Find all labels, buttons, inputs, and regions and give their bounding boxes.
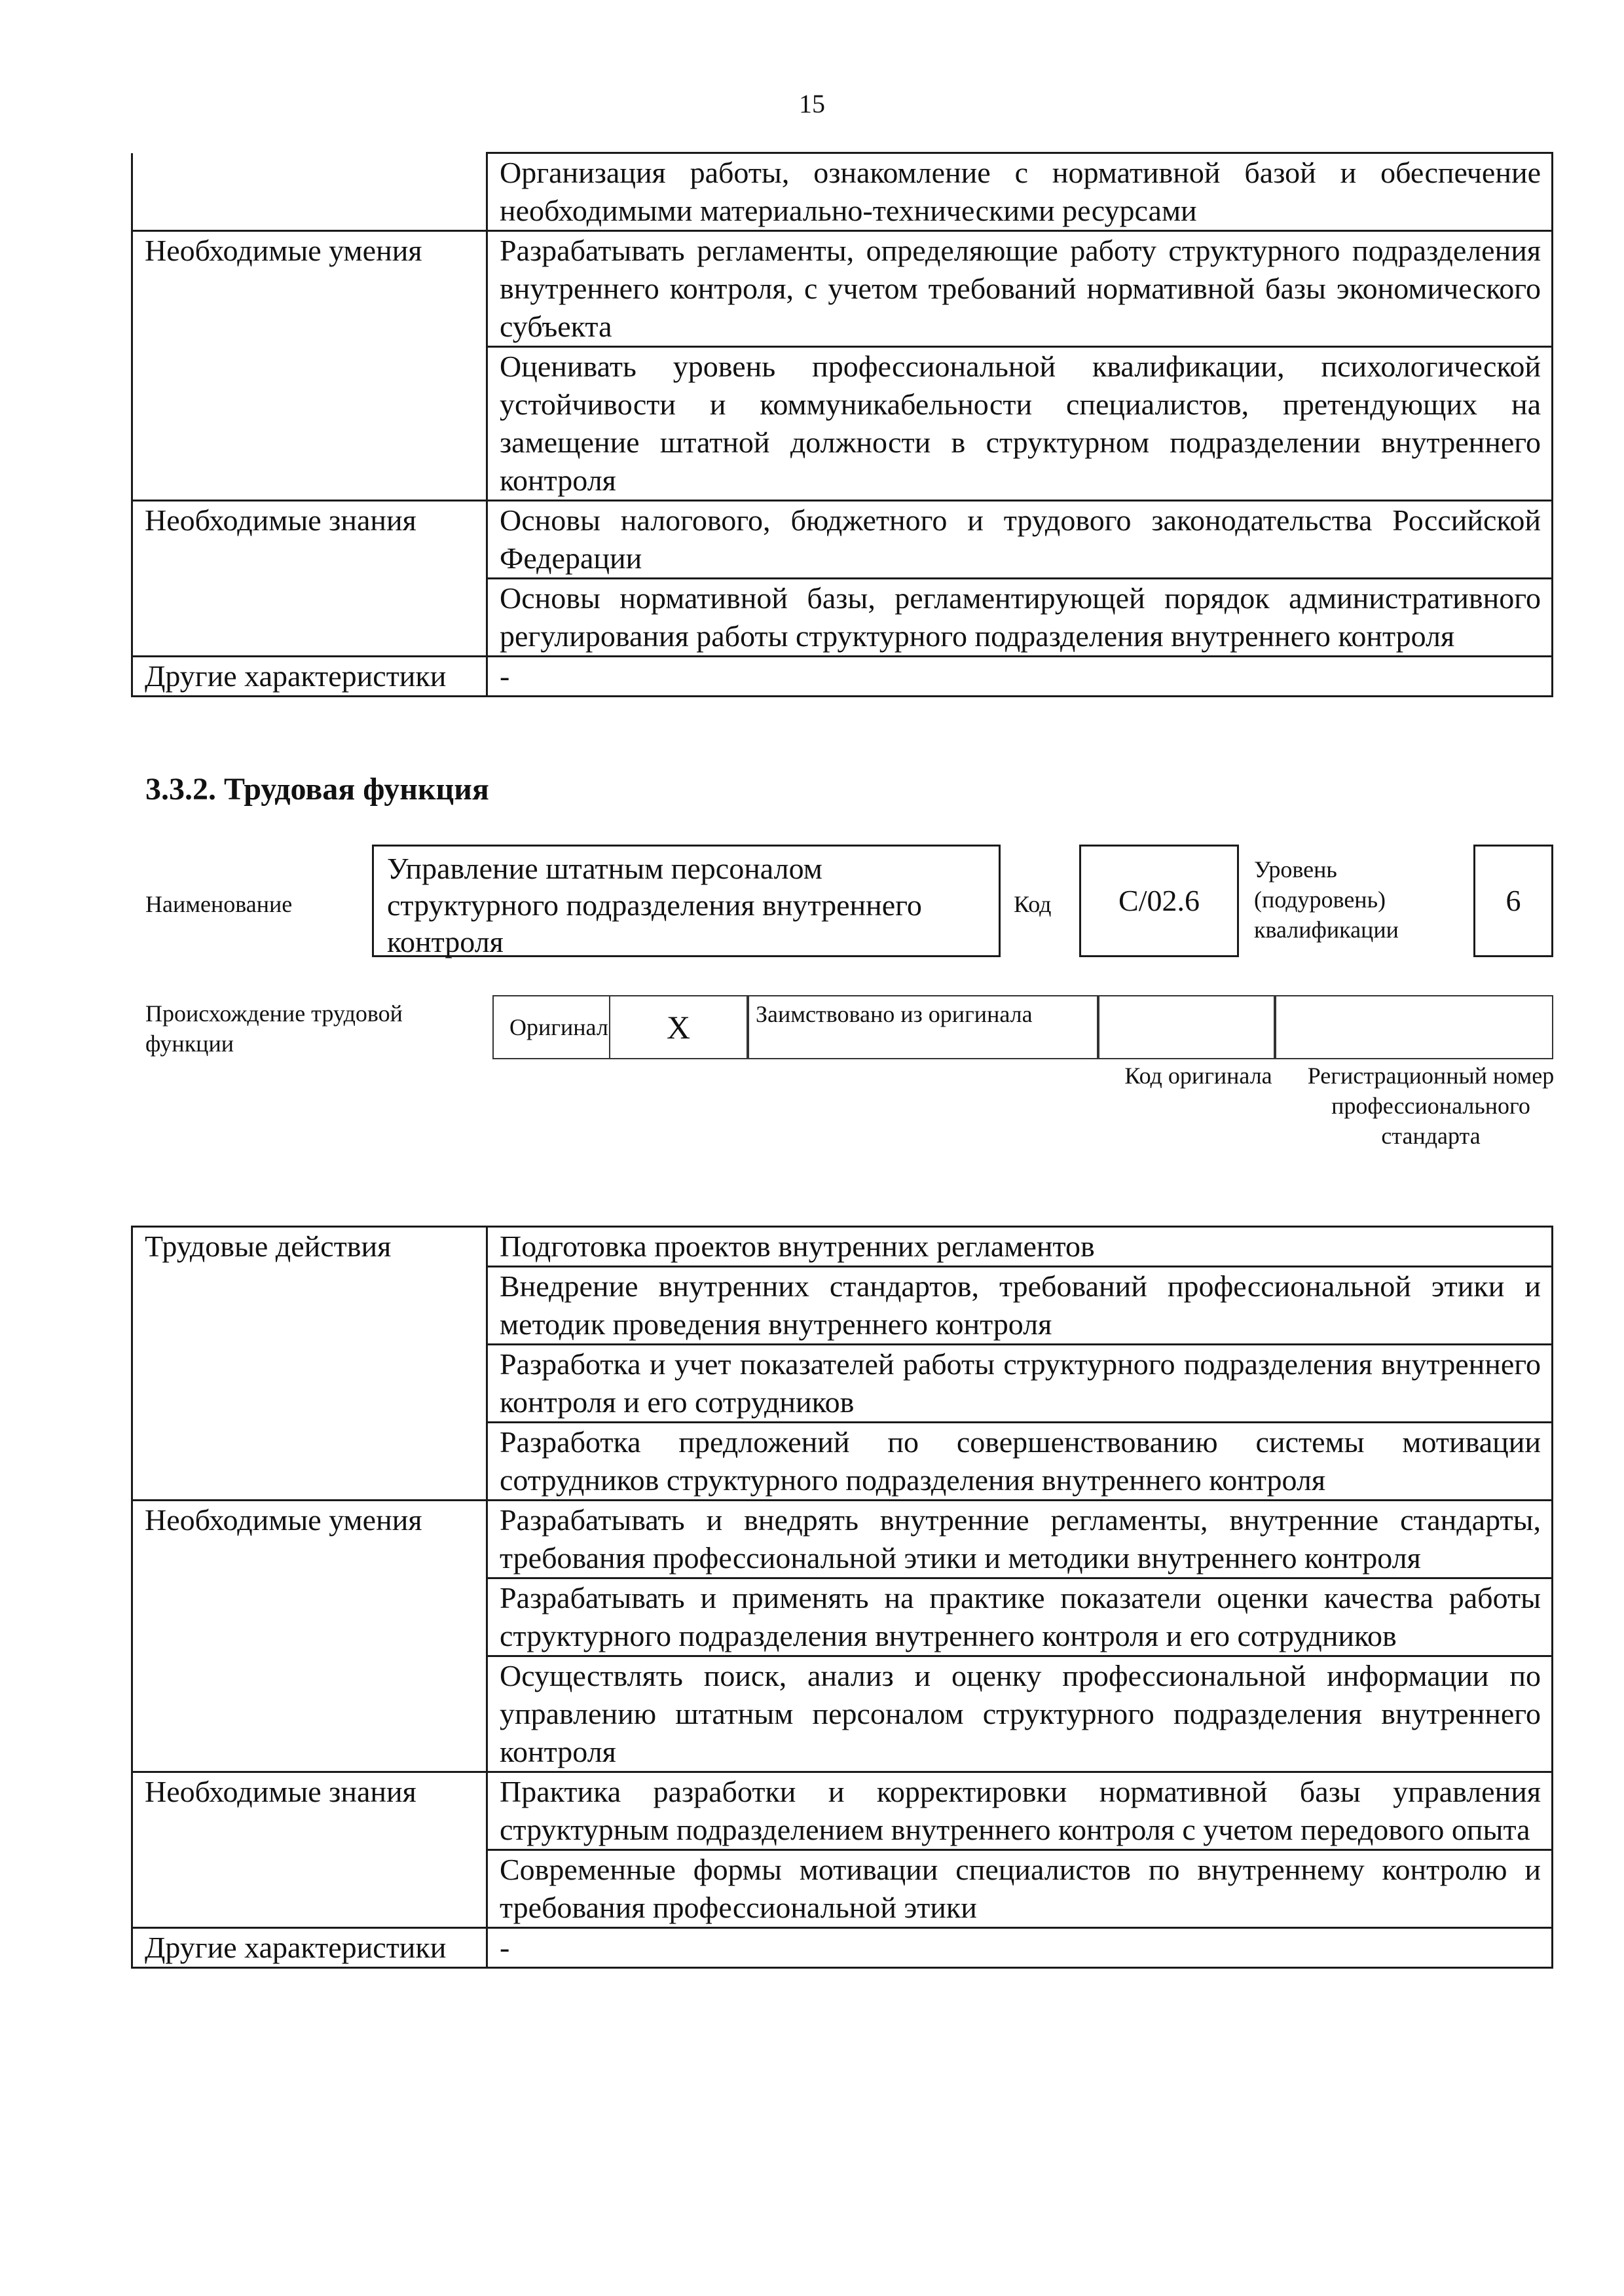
table-row	[132, 1227, 1553, 1267]
row-label	[132, 153, 487, 231]
row-label	[132, 347, 487, 501]
row-text: Разрабатывать и внедрять внутренние регламенты, внутренние стандарты, требования профессиональной этики и методики внутреннего контроля	[487, 1501, 1553, 1578]
table-row	[132, 1578, 1553, 1656]
row-label: Необходимые умения	[132, 1501, 487, 1578]
row-text: -	[487, 657, 1553, 697]
level-box	[1473, 845, 1553, 957]
function-code-value: С/02.6	[1118, 884, 1200, 917]
row-text: Современные формы мотивации специалистов по внутреннему контролю и требования профессиональной этики	[487, 1850, 1553, 1928]
row-label: Необходимые умения	[132, 231, 487, 347]
original-mark: X	[666, 1009, 691, 1046]
original-code-cell	[1098, 995, 1275, 1059]
table-row	[132, 231, 1553, 347]
level-value: 6	[1505, 884, 1521, 917]
original-label: Оригинал	[509, 1014, 608, 1040]
row-label: Необходимые знания	[132, 1772, 487, 1850]
table-row	[132, 1656, 1553, 1772]
original-mark-cell	[610, 995, 748, 1059]
table-row	[132, 501, 1553, 579]
row-text: Практика разработки и корректировки нормативной базы управления структурным подразделением внутреннего контроля с учетом передового опыта	[487, 1772, 1553, 1850]
row-text: Основы налогового, бюджетного и трудового законодательства Российской Федерации	[487, 501, 1553, 579]
row-text: Разработка предложений по совершенствованию системы мотивации сотрудников структурного подразделения внутреннего контроля	[487, 1423, 1553, 1501]
table1-body	[132, 153, 1553, 697]
row-text: Разрабатывать регламенты, определяющие работу структурного подразделения внутреннего контроля, с учетом требований нормативной базы экономического субъекта	[487, 231, 1553, 347]
row-text: -	[487, 1928, 1553, 1968]
table-row	[132, 1850, 1553, 1928]
row-text: Подготовка проектов внутренних регламентов	[487, 1227, 1553, 1267]
row-label: Другие характеристики	[132, 657, 487, 697]
borrowed-label: Заимствовано из оригинала	[756, 1001, 1033, 1027]
row-label: Необходимые знания	[132, 501, 487, 579]
row-label	[132, 579, 487, 657]
table-row	[132, 153, 1553, 231]
page-number: 15	[799, 89, 825, 118]
table-row	[132, 1423, 1553, 1501]
row-label: Другие характеристики	[132, 1928, 487, 1968]
row-text: Организация работы, ознакомление с нормативной базой и обеспечение необходимыми материально-техническими ресурсами	[487, 153, 1553, 231]
level-label: Уровень (подуровень) квалификации	[1254, 856, 1399, 943]
row-label	[132, 1656, 487, 1772]
function-code-box	[1079, 845, 1239, 957]
table-row	[132, 1345, 1553, 1423]
table-row	[132, 579, 1553, 657]
name-label: Наименование	[145, 891, 293, 917]
row-text: Внедрение внутренних стандартов, требований профессиональной этики и методик проведения внутреннего контроля	[487, 1267, 1553, 1345]
borrowed-cell	[748, 995, 1098, 1059]
row-text: Разработка и учет показателей работы структурного подразделения внутреннего контроля и его сотрудников	[487, 1345, 1553, 1423]
origin-label: Происхождение трудовой функции	[145, 1000, 403, 1057]
section-title: 3.3.2. Трудовая функция	[145, 772, 489, 807]
table-row	[132, 347, 1553, 501]
table2-body	[132, 1227, 1553, 1968]
table-row	[132, 1772, 1553, 1850]
row-label	[132, 1267, 487, 1345]
row-text: Разрабатывать и применять на практике показатели оценки качества работы структурного подразделения внутреннего контроля и его сотрудников	[487, 1578, 1553, 1656]
labor-function-table	[131, 1226, 1553, 1969]
registration-number-caption: Регистрационный номер профессионального стандарта	[1307, 1063, 1555, 1149]
row-label	[132, 1345, 487, 1423]
row-text: Осуществлять поиск, анализ и оценку профессиональной информации по управлению штатным персоналом структурного подразделения внутреннего контроля	[487, 1656, 1553, 1772]
competency-table-continued	[131, 152, 1553, 697]
table-row	[132, 657, 1553, 697]
row-label: Трудовые действия	[132, 1227, 487, 1267]
row-text: Основы нормативной базы, регламентирующей порядок административного регулирования работы структурного подразделения внутреннего контроля	[487, 579, 1553, 657]
row-text: Оценивать уровень профессиональной квалификации, психологической устойчивости и коммуникабельности специалистов, претендующих на замещение штатной должности в структурном подразделении внутреннего контроля	[487, 347, 1553, 501]
registration-number-cell	[1275, 995, 1553, 1059]
row-label	[132, 1850, 487, 1928]
table-row	[132, 1928, 1553, 1968]
table-row	[132, 1267, 1553, 1345]
code-label: Код	[1014, 891, 1052, 917]
function-name-box: Управление штатным персоналом структурного подразделения внутреннего контроля	[372, 845, 1001, 957]
original-cell	[492, 995, 610, 1059]
original-code-caption: Код оригинала	[1124, 1063, 1272, 1089]
row-label	[132, 1578, 487, 1656]
row-label	[132, 1423, 487, 1501]
origin-row	[492, 995, 1553, 1059]
table-row	[132, 1501, 1553, 1578]
